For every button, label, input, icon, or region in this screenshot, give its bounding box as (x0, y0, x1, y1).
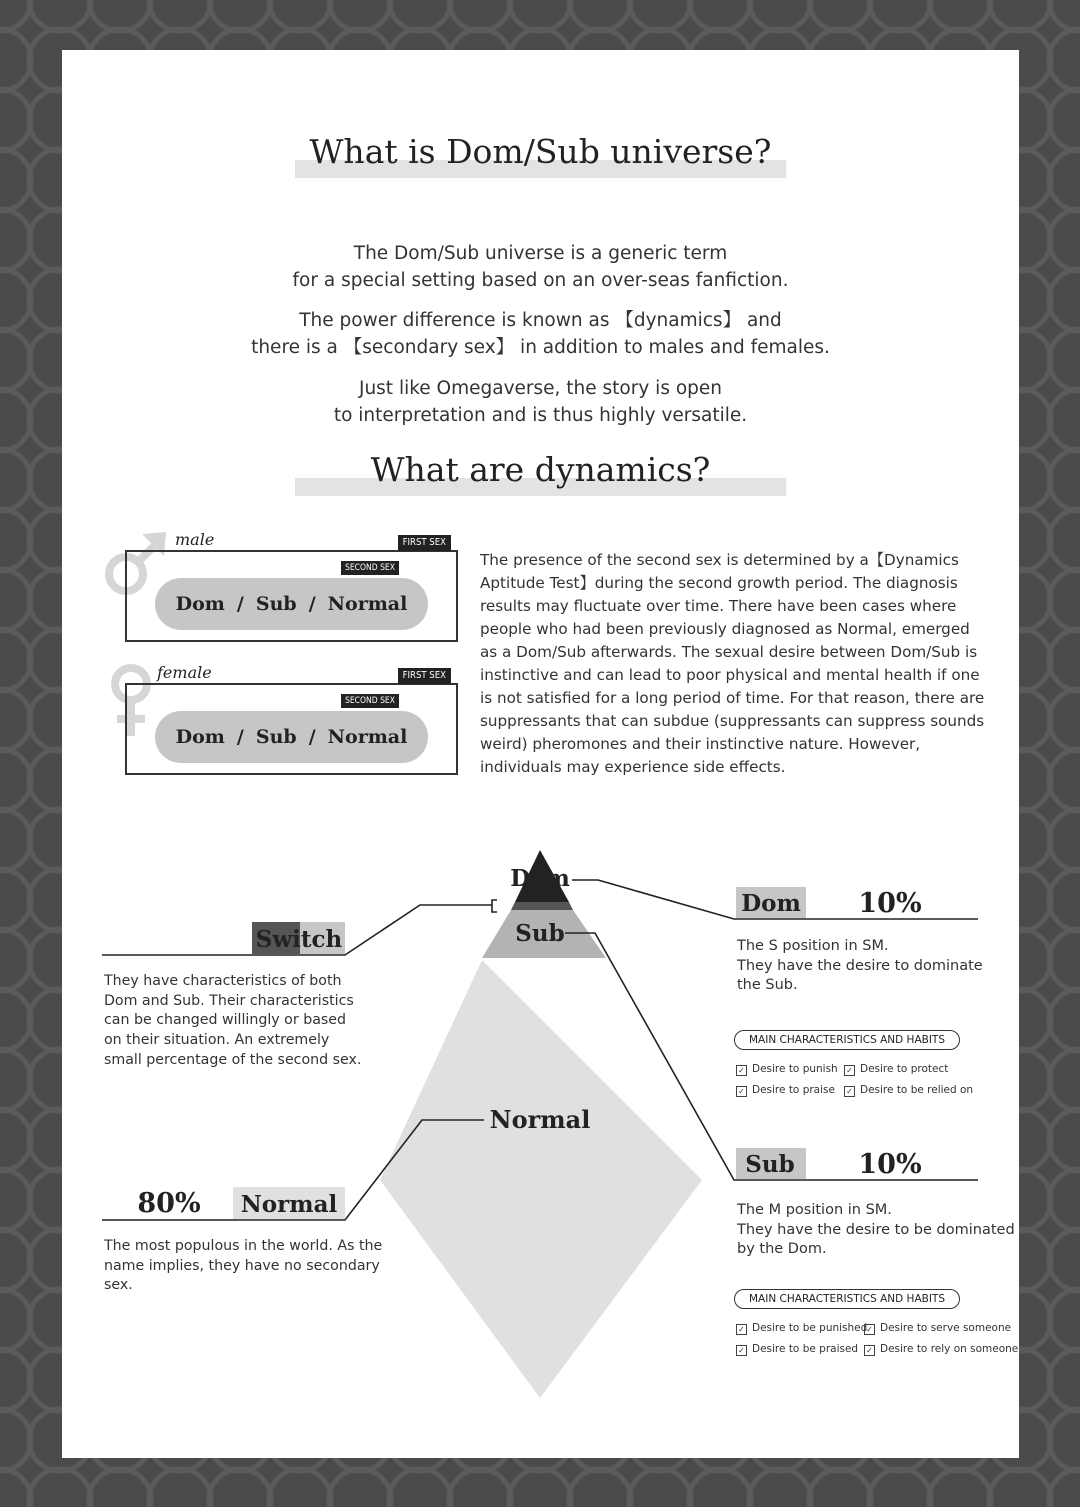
checkbox-icon: ✓ (864, 1324, 875, 1335)
pill-normal: Normal (327, 726, 408, 748)
dom-percent: 10% (858, 888, 922, 919)
intro-paragraph-1 (162, 240, 919, 294)
checkbox-icon: ✓ (736, 1065, 747, 1076)
intro-line: The Dom/Sub universe is a generic term (353, 243, 728, 264)
intro-line: to interpretation and is thus highly versatile. (333, 405, 748, 426)
first-sex-tag: FIRST SEX (398, 535, 451, 551)
desc-line: small percentage of the second sex. (104, 1051, 362, 1068)
checkbox-icon: ✓ (736, 1324, 747, 1335)
intro-line: Just like Omegaverse, the story is open (358, 378, 723, 399)
info-sheet (62, 50, 1019, 1458)
normal-percent: 80% (137, 1188, 201, 1219)
pill-dom: Dom (175, 593, 225, 615)
pill-sub: Sub (255, 726, 297, 748)
switch-band (511, 902, 573, 910)
checkbox-icon: ✓ (844, 1065, 855, 1076)
dom-habit-item (844, 1084, 973, 1097)
sub-habit-item (736, 1322, 867, 1335)
sub-label: Sub (745, 1151, 795, 1178)
intro-line: there is a 【secondary sex】 in addition to males and females. (251, 337, 830, 358)
intro-paragraph-3 (162, 375, 919, 429)
male-label: male (175, 530, 215, 549)
desc-line: The most populous in the world. As the (104, 1238, 383, 1254)
desc-line: the Sub. (737, 977, 798, 994)
second-sex-tag: SECOND SEX (341, 694, 399, 708)
desc-line: can be changed willingly or based (104, 1012, 347, 1029)
habit-label: Desire to serve someone (880, 1322, 1012, 1334)
chip-label: MAIN CHARACTERISTICS AND HABITS (749, 1293, 946, 1305)
normal-description (104, 1237, 404, 1296)
checkbox-icon: ✓ (736, 1345, 747, 1356)
female-label: female (157, 663, 212, 682)
sub-percent: 10% (858, 1149, 922, 1180)
pill-separator: / (236, 593, 244, 615)
habit-label: Desire to be praised (752, 1343, 859, 1355)
diagram-sub-label: Sub (515, 920, 565, 947)
habit-label: Desire to punish (752, 1063, 838, 1075)
desc-line: The M position in SM. (737, 1202, 892, 1218)
diagram-dom-label: Dom (510, 865, 570, 892)
sub-habit-item (864, 1343, 1018, 1356)
pill-separator: / (308, 726, 316, 748)
dom-description (737, 937, 1007, 996)
main-heading (295, 132, 786, 178)
desc-line: They have the desire to be dominated (737, 1221, 1015, 1238)
normal-diamond (380, 960, 702, 1398)
pill-separator: / (236, 726, 244, 748)
sub-habit-item (736, 1343, 858, 1356)
pill-sub: Sub (255, 593, 297, 615)
dom-label: Dom (741, 890, 801, 917)
female-dynamics-pill (155, 711, 428, 763)
second-sex-tag: SECOND SEX (341, 561, 399, 575)
intro-line: The power difference is known as 【dynamics】 and (299, 310, 782, 331)
checkbox-icon: ✓ (844, 1086, 855, 1097)
pill-separator: / (308, 593, 316, 615)
main-title: What is Dom/Sub universe? (309, 132, 772, 171)
dom-habit-item (844, 1063, 948, 1076)
habit-label: Desire to be relied on (860, 1084, 974, 1096)
desc-line: sex. (104, 1277, 133, 1294)
dynamics-description: The presence of the second sex is determined by a【Dynamics Aptitude Test】during the second growth period. The diagnosis results may fluctuate over time. There have been cases where people who had been previously diagnosed as Normal, emerged as a Dom/Sub afterwards. The sexual desire between Dom/Sub is instinctive and can lead to poor physical and mental health if one is not satisfied for a long period of time. For that reason, there are suppressants that can subdue (suppressants can suppress sounds weird) pheromones and their instinctive nature. However, individuals may experience side effects. (480, 551, 985, 776)
habit-label: Desire to praise (752, 1084, 835, 1096)
switch-label: Switch (255, 926, 343, 953)
pill-normal: Normal (327, 593, 408, 615)
sub-description (737, 1201, 1017, 1260)
desc-line: They have characteristics of both (104, 973, 342, 989)
checkbox-icon: ✓ (864, 1345, 875, 1356)
sub-characteristics-chip (734, 1289, 960, 1309)
sub-habit-item (864, 1322, 1011, 1335)
chip-label: MAIN CHARACTERISTICS AND HABITS (749, 1034, 946, 1046)
switch-description (104, 972, 404, 1071)
desc-line: The S position in SM. (737, 938, 889, 954)
dom-characteristics-chip (734, 1030, 960, 1050)
habit-label: Desire to protect (860, 1063, 949, 1075)
desc-line: name implies, they have no secondary (104, 1257, 380, 1274)
dynamics-heading (295, 450, 786, 496)
desc-line: Dom and Sub. Their characteristics (104, 992, 354, 1009)
desc-line: by the Dom. (737, 1241, 827, 1258)
desc-line: on their situation. An extremely (104, 1032, 330, 1049)
pill-dom: Dom (175, 726, 225, 748)
normal-label: Normal (240, 1191, 338, 1218)
desc-line: They have the desire to dominate (737, 957, 983, 974)
dom-habit-item (736, 1063, 838, 1076)
dynamics-diagram (62, 830, 1019, 1430)
dom-habit-item (736, 1084, 835, 1097)
male-dynamics-pill (155, 578, 428, 630)
intro-line: for a special setting based on an over-seas fanfiction. (292, 270, 789, 291)
habit-label: Desire to rely on someone (880, 1343, 1019, 1355)
checkbox-icon: ✓ (736, 1086, 747, 1097)
dynamics-title: What are dynamics? (370, 450, 711, 489)
habit-label: Desire to be punished (752, 1322, 868, 1334)
intro-paragraph-2 (162, 307, 919, 361)
first-sex-tag: FIRST SEX (398, 668, 451, 684)
diagram-normal-label: Normal (489, 1105, 591, 1134)
